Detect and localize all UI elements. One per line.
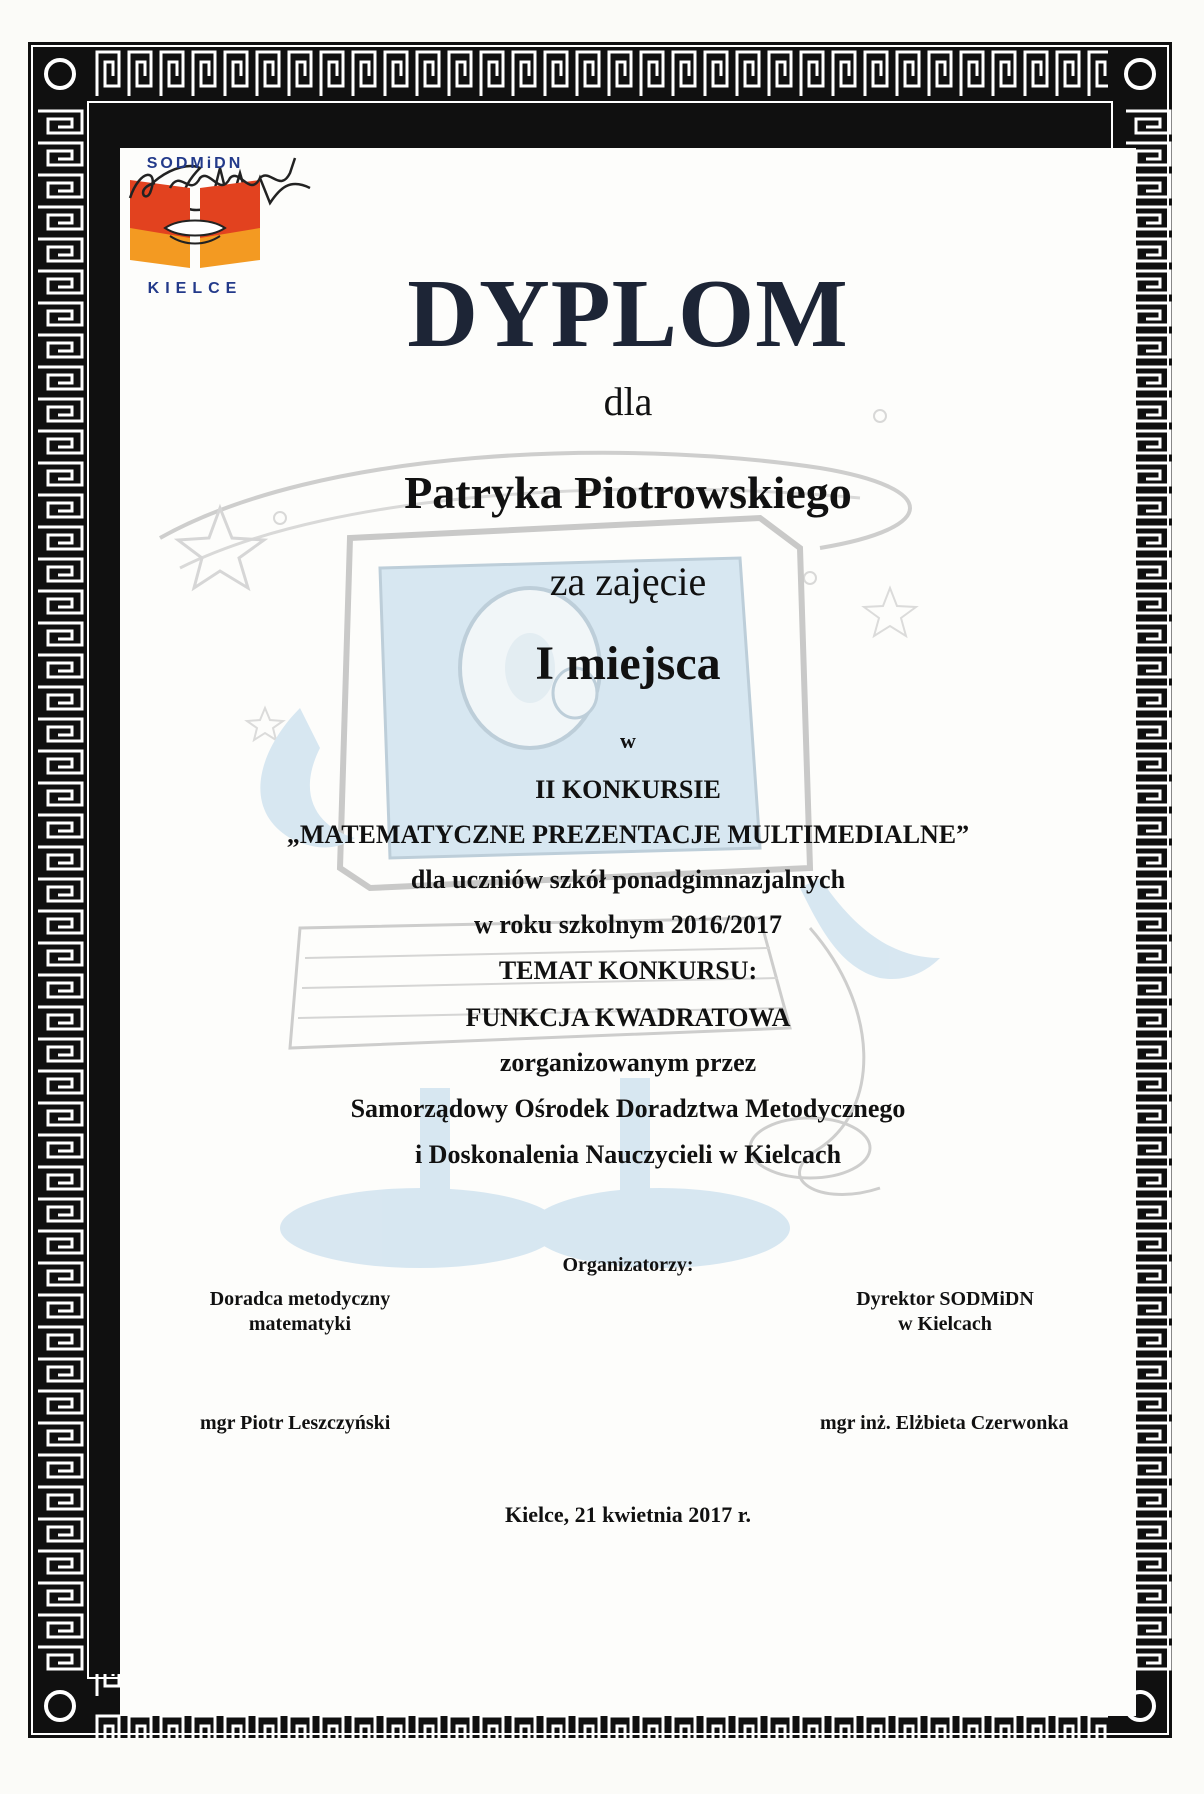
diploma-body xyxy=(120,148,1136,1716)
recipient-name: Patryka Piotrowskiego xyxy=(404,467,852,518)
organizer-line-2: i Doskonalenia Nauczycieli w Kielcach xyxy=(414,1140,842,1169)
left-signatory-role xyxy=(180,1288,420,1336)
logo-bottom-text: KIELCE xyxy=(147,280,243,297)
organized-by-label: zorganizowanym przez xyxy=(499,1048,757,1077)
organizers-heading: Organizatorzy: xyxy=(562,1254,694,1276)
place-text: I miejsca xyxy=(535,637,721,690)
right-signatory-role xyxy=(820,1288,1070,1336)
logo-top-text: SODMiDN xyxy=(146,155,244,172)
greek-key-border xyxy=(28,42,1172,1738)
organizer-line-1: Samorządowy Ośrodek Doradztwa Metodycznego xyxy=(350,1094,906,1123)
right-signature-icon xyxy=(120,148,320,208)
in-label: w xyxy=(620,728,636,753)
contest-edition: II KONKURSIE xyxy=(535,775,721,804)
topic-label: TEMAT KONKURSU: xyxy=(498,956,758,985)
right-role-line-2: w Kielcach xyxy=(898,1313,992,1335)
left-role-line-2: matematyki xyxy=(248,1313,352,1335)
diploma-title: DYPLOM xyxy=(407,260,849,368)
right-signatory-name: mgr inż. Elżbieta Czerwonka xyxy=(820,1412,1069,1434)
contest-audience: dla uczniów szkół ponadgimnazjalnych xyxy=(410,865,846,894)
for-label: dla xyxy=(603,379,653,424)
issue-date: Kielce, 21 kwietnia 2017 r. xyxy=(504,1502,752,1527)
diploma-content xyxy=(120,148,1136,1716)
left-role-line-1: Doradca metodyczny xyxy=(209,1288,391,1310)
contest-name: „MATEMATYCZNE PREZENTACJE MULTIMEDIALNE” xyxy=(286,820,970,849)
right-role-line-1: Dyrektor SODMiDN xyxy=(856,1288,1034,1310)
topic: FUNKCJA KWADRATOWA xyxy=(465,1003,791,1032)
for-taking-label: za zajęcie xyxy=(549,559,707,604)
school-year: w roku szkolnym 2016/2017 xyxy=(474,910,782,939)
left-signatory-name: mgr Piotr Leszczyński xyxy=(200,1412,391,1434)
